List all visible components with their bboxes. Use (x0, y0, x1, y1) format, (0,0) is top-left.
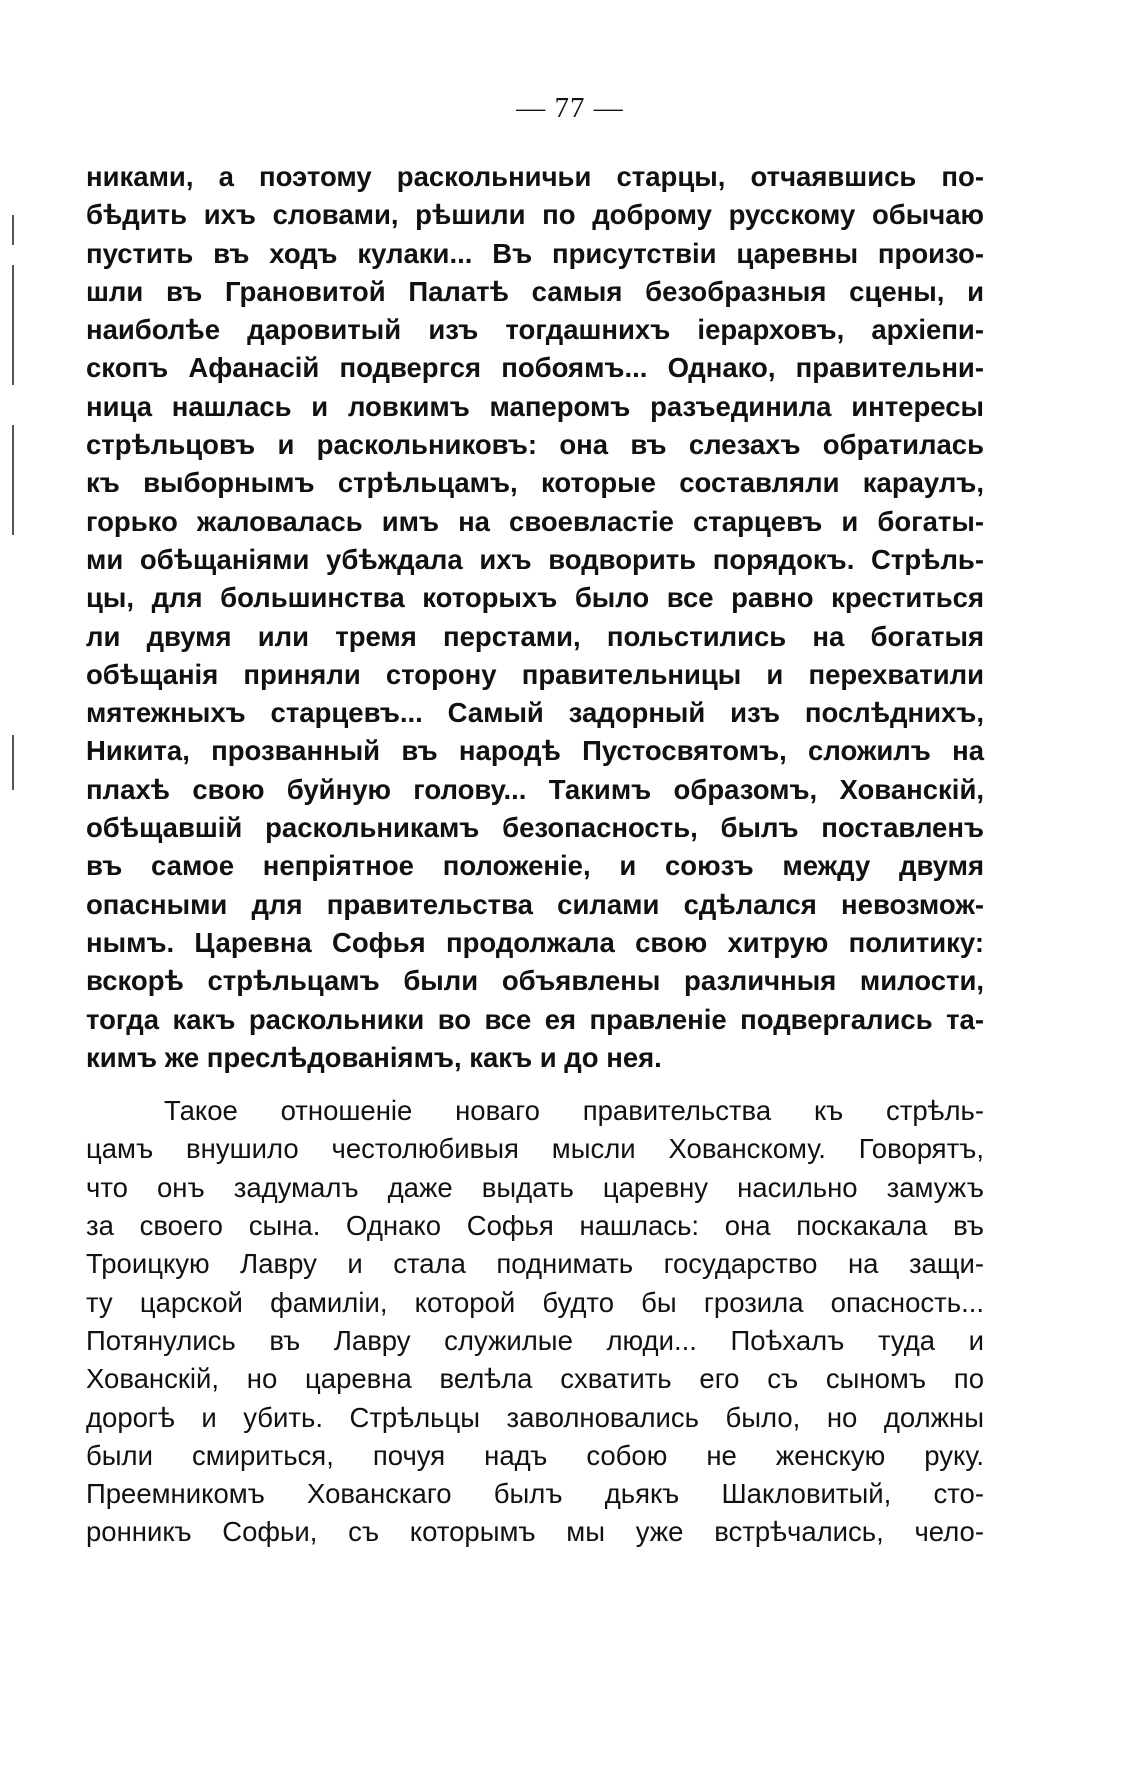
text-line: бѣдить ихъ словами, рѣшили по доброму русскому обычаю (86, 199, 984, 231)
margin-scan-mark (12, 265, 14, 385)
text-line: шли въ Грановитой Палатѣ самыя безобразныя сцены, и (86, 275, 984, 307)
text-line: обѣщанія приняли сторону правительницы и перехватили (86, 658, 984, 690)
page-number: — 77 — (516, 92, 624, 124)
text-line: дорогѣ и убить. Стрѣльцы заволновались было, но должны (86, 1401, 984, 1433)
text-line: были смириться, почуя надъ собою не женскую руку. (86, 1439, 984, 1471)
text-line: нымъ. Царевна Софья продолжала свою хитрую политику: (86, 926, 984, 958)
text-line: пустить въ ходъ кулаки... Въ присутствіи царевны произо- (86, 237, 984, 269)
text-line: плахѣ свою буйную голову... Такимъ образомъ, Хованскій, (86, 773, 984, 805)
text-line: ту царской фамиліи, которой будто бы грозила опасность... (86, 1286, 984, 1318)
text-line: Троицкую Лавру и стала поднимать государство на защи- (86, 1248, 984, 1280)
text-line: къ выборнымъ стрѣльцамъ, которые составляли караулъ, (86, 467, 984, 499)
text-line: Потянулись въ Лавру служилые люди... Поѣхалъ туда и (86, 1324, 984, 1356)
text-line: ми обѣщаніями убѣждала ихъ водворить порядокъ. Стрѣль- (86, 543, 984, 575)
text-line: Такое отношеніе новаго правительства къ стрѣль- (164, 1095, 984, 1127)
text-line: обѣщавшій раскольникамъ безопасность, былъ поставленъ (86, 812, 984, 844)
text-line: стрѣльцовъ и раскольниковъ: она въ слезахъ обратилась (86, 429, 984, 461)
text-line: Хованскій, но царевна велѣла схватить его съ сыномъ по (86, 1363, 984, 1395)
text-line: наиболѣе даровитый изъ тогдашнихъ іерарховъ, архіепи- (86, 314, 984, 346)
text-line: тогда какъ раскольники во все ея правленіе подвергались та- (86, 1003, 984, 1035)
margin-scan-mark (12, 425, 14, 535)
text-line: Преемникомъ Хованскаго былъ дьякъ Шакловитый, сто- (86, 1478, 984, 1510)
body-text (86, 158, 984, 1552)
text-line: ли двумя или тремя перстами, польстились на богатыя (86, 620, 984, 652)
margin-scan-mark (12, 735, 14, 790)
text-line: вскорѣ стрѣльцамъ были объявлены различныя милости, (86, 965, 984, 997)
margin-scan-mark (12, 215, 14, 245)
text-line: Никита, прозванный въ народѣ Пустосвятомъ, сложилъ на (86, 735, 984, 767)
text-line: цамъ внушило честолюбивыя мысли Хованскому. Говорятъ, (86, 1133, 984, 1165)
text-line: за своего сына. Однако Софья нашлась: она поскакала въ (86, 1210, 984, 1242)
paragraph-2 (86, 1092, 984, 1552)
text-line: ница нашлась и ловкимъ маперомъ разъединила интересы (86, 390, 984, 422)
paragraph-1 (86, 158, 984, 1077)
text-line: кимъ же преслѣдованіямъ, какъ и до нея. (86, 1041, 662, 1073)
text-line: ронникъ Софьи, съ которымъ мы уже встрѣчались, чело- (86, 1516, 984, 1548)
text-line: никами, а поэтому раскольничьи старцы, отчаявшись по- (86, 161, 984, 192)
text-line: цы, для большинства которыхъ было все равно креститься (86, 582, 984, 614)
text-line: скопъ Афанасій подвергся побоямъ... Однако, правительни- (86, 352, 984, 384)
text-line: опасными для правительства силами сдѣлался невозмож- (86, 888, 984, 920)
text-line: въ самое непріятное положеніе, и союзъ между двумя (86, 850, 984, 882)
text-line: мятежныхъ старцевъ... Самый задорный изъ послѣднихъ, (86, 697, 984, 729)
text-line: что онъ задумалъ даже выдать царевну насильно замужъ (86, 1171, 984, 1203)
text-line: горько жаловалась имъ на своевластіе старцевъ и богаты- (86, 505, 984, 537)
